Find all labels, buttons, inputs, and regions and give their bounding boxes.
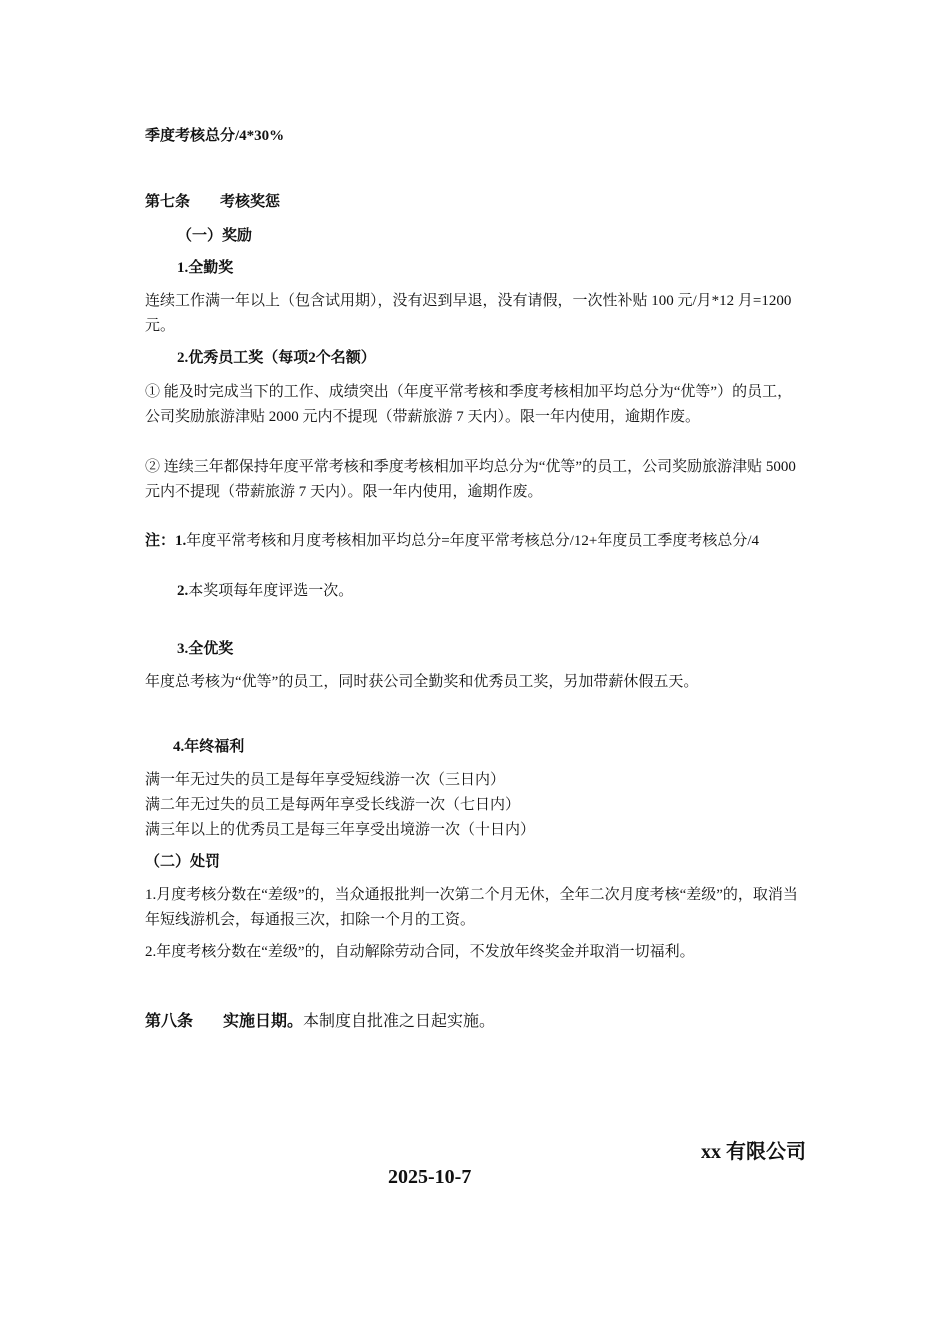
- attendance-text: 连续工作满一年以上（包含试用期），没有迟到早退，没有请假，一次性补贴 100 元/月*12 月=1200 元。: [145, 293, 792, 334]
- article-8-text: 本制度自批准之日起实施。: [303, 1013, 496, 1030]
- penalty-heading: （二）处罚: [145, 854, 221, 870]
- excellent-item-1: ① 能及时完成当下的工作、成绩突出（年度平常考核和季度考核相加平均总分为“优等”）的员工，公司奖励旅游津贴 2000 元内不提现（带薪旅游 7 天内）。限一年内使用，逾期作废。: [145, 384, 793, 425]
- all-excellent-heading: 3.全优奖: [177, 641, 234, 657]
- reward-heading: （一）奖励: [177, 228, 253, 244]
- note-text-2: 本奖项每年度评选一次。: [188, 583, 354, 599]
- article-7-title: [145, 190, 807, 215]
- note-item-2: [177, 579, 839, 604]
- company-name: xx 有限公司: [701, 1141, 806, 1163]
- article-8: [145, 1009, 807, 1034]
- excellent-item-2: ② 连续三年都保持年度平常考核和季度考核相加平均总分为“优等”的员工，公司奖励旅游津贴 5000 元内不提现（带薪旅游 7 天内）。限一年内使用，逾期作废。: [145, 459, 796, 500]
- penalty-item-2: 2.年度考核分数在“差级”的，自动解除劳动合同，不发放年终奖金并取消一切福利。: [145, 944, 695, 960]
- year-end-line: 满三年以上的优秀员工是每三年享受出境游一次（十日内）: [145, 822, 536, 838]
- article-7-name: 考核奖惩: [220, 194, 281, 210]
- penalty-item-1: 1.月度考核分数在“差级”的，当众通报批判一次第二个月无休，全年二次月度考核“差级”的，取消当年短线游机会，每通报三次，扣除一个月的工资。: [145, 887, 798, 928]
- attendance-heading: 1.全勤奖: [177, 260, 234, 276]
- note-paragraph: [145, 529, 807, 554]
- article-7-number: 第七条: [145, 194, 191, 210]
- all-excellent-text: 年度总考核为“优等”的员工，同时获公司全勤奖和优秀员工奖，另加带薪休假五天。: [145, 674, 699, 690]
- article-8-number: 第八条: [145, 1013, 194, 1030]
- note-text-1: 年度平常考核和月度考核相加平均总分=年度平常考核总分/12+年度员工季度考核总分/4: [186, 533, 760, 549]
- note-label: 注：1.: [145, 533, 187, 549]
- year-end-line: 满二年无过失的员工是每两年享受长线游一次（七日内）: [145, 797, 521, 813]
- excellent-heading: 2.优秀员工奖（每项2个名额）: [177, 350, 376, 366]
- year-end-heading: 4.年终福利: [173, 739, 245, 755]
- signature-date: 2025-10-7: [388, 1166, 472, 1188]
- year-end-line: 满一年无过失的员工是每年享受短线游一次（三日内）: [145, 772, 506, 788]
- note-number-2: 2.: [177, 583, 189, 599]
- article-8-name: 实施日期。: [223, 1013, 304, 1030]
- formula-line: 季度考核总分/4*30%: [145, 128, 285, 144]
